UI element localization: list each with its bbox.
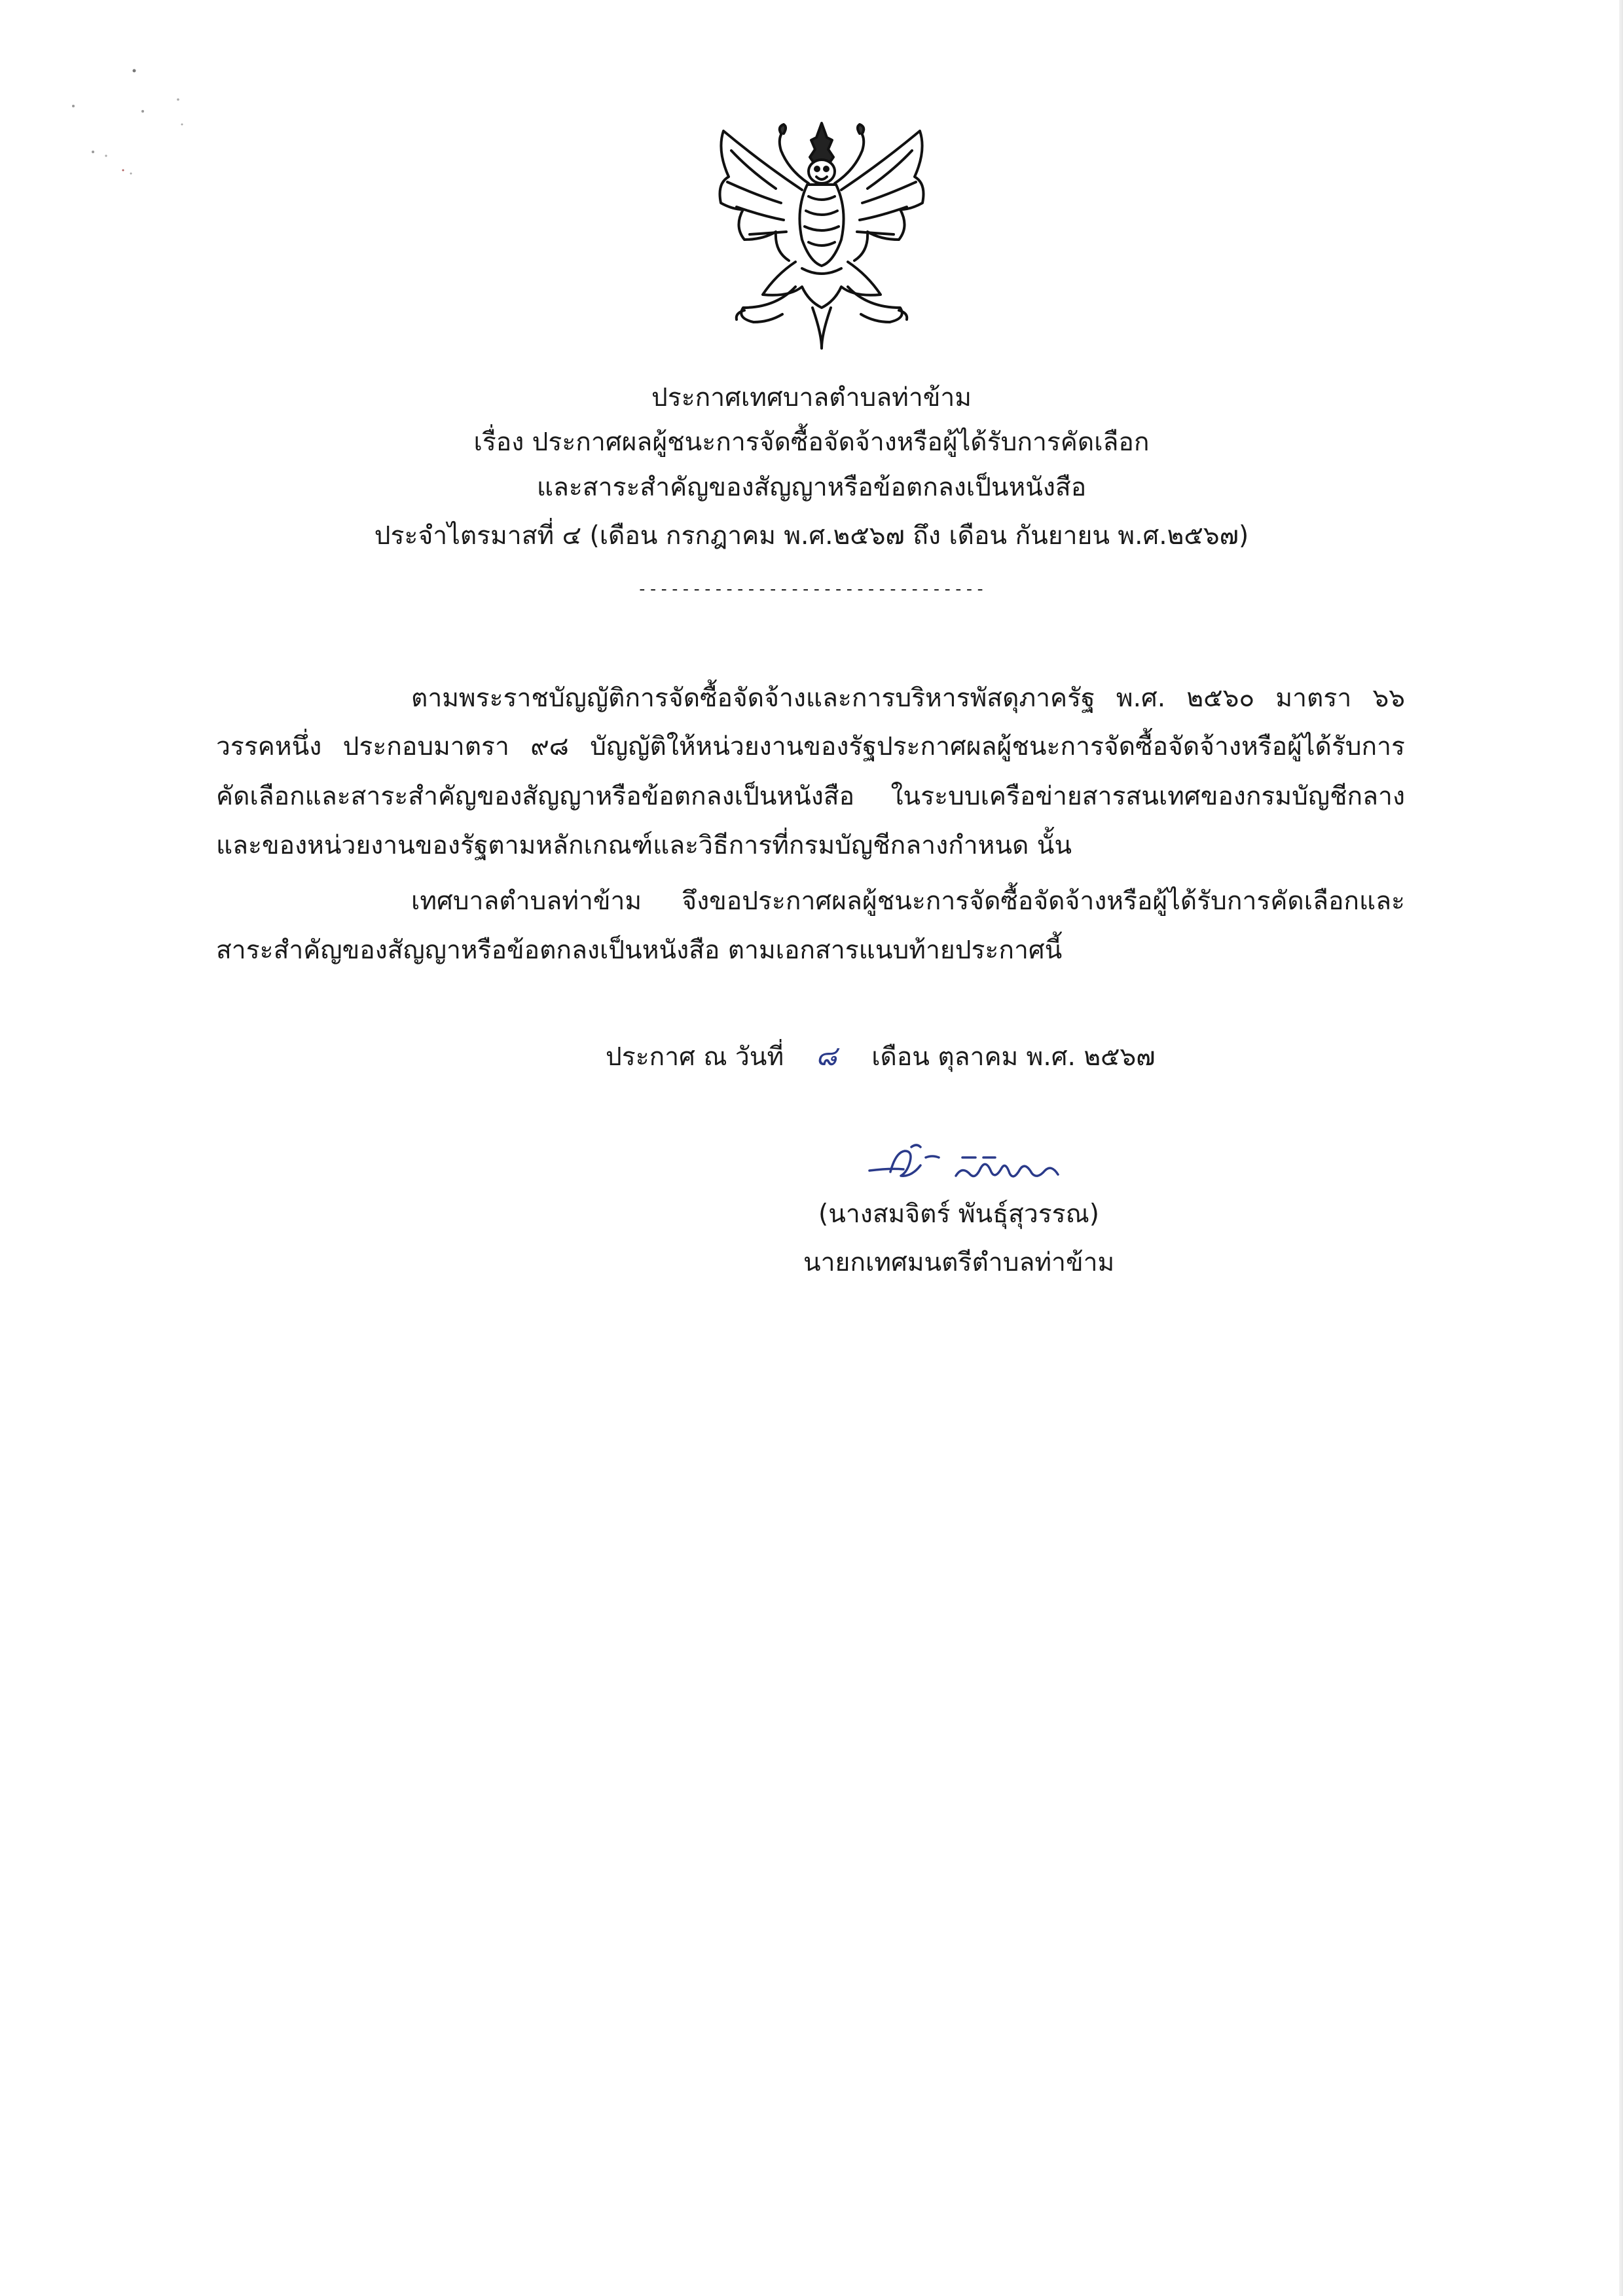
paragraph-2-line-2: สาระสำคัญของสัญญาหรือข้อตกลงเป็นหนังสือ ตามเอกสารแนบท้ายประกาศนี้ [216,936,1063,965]
subject-line: เรื่อง ประกาศผลผู้ชนะการจัดซื้อจัดจ้างหรือผู้ได้รับการคัดเลือก [473,428,1150,457]
signatory-position: นายกเทศมนตรีตำบลท่าข้าม [803,1248,1115,1277]
garuda-emblem-icon [697,111,946,360]
paragraph-1-line-4: และของหน่วยงานของรัฐตามหลักเกณฑ์และวิธีการที่กรมบัญชีกลางกำหนด นั้น [216,831,1072,860]
period-line: ประจำไตรมาสที่ ๔ (เดือน กรกฎาคม พ.ศ.๒๕๖๗ ถึง เดือน กันยายน พ.ศ.๒๕๖๗) [374,521,1249,551]
paragraph-1-line-2: วรรคหนึ่ง ประกอบมาตรา ๙๘ บัญญัติให้หน่วยงานของรัฐประกาศผลผู้ชนะการจัดซื้อจัดจ้างหรือผู้ได้รับการ [216,732,1405,761]
subject-line-continued: และสาระสำคัญของสัญญาหรือข้อตกลงเป็นหนังสือ [536,473,1087,502]
scan-edge [1619,0,1623,2296]
handwritten-signature [864,1139,1074,1198]
signatory-name: (นางสมจิตร์ พันธุ์สุวรรณ) [818,1199,1100,1229]
title-separator: -------------------------------- [637,579,986,599]
paragraph-2-line-1: เทศบาลตำบลท่าข้าม จึงขอประกาศผลผู้ชนะการจัดซื้อจัดจ้างหรือผู้ได้รับการคัดเลือกและ [411,886,1405,916]
announcement-title: ประกาศเทศบาลตำบลท่าข้าม [651,383,972,412]
announcement-date [606,1040,1156,1074]
date-suffix: เดือน ตุลาคม พ.ศ. ๒๕๖๗ [871,1042,1156,1072]
paragraph-1-line-1: ตามพระราชบัญญัติการจัดซื้อจัดจ้างและการบริหารพัสดุภาครัฐ พ.ศ. ๒๕๖๐ มาตรา ๖๖ [411,683,1405,713]
paragraph-1-line-3: คัดเลือกและสาระสำคัญของสัญญาหรือข้อตกลงเป็นหนังสือ ในระบบเครือข่ายสารสนเทศของกรมบัญชีกลาง [216,782,1405,811]
date-prefix: ประกาศ ณ วันที่ [606,1042,784,1072]
scan-specks [59,59,203,190]
date-day-handwritten: ๘ [815,1040,837,1072]
